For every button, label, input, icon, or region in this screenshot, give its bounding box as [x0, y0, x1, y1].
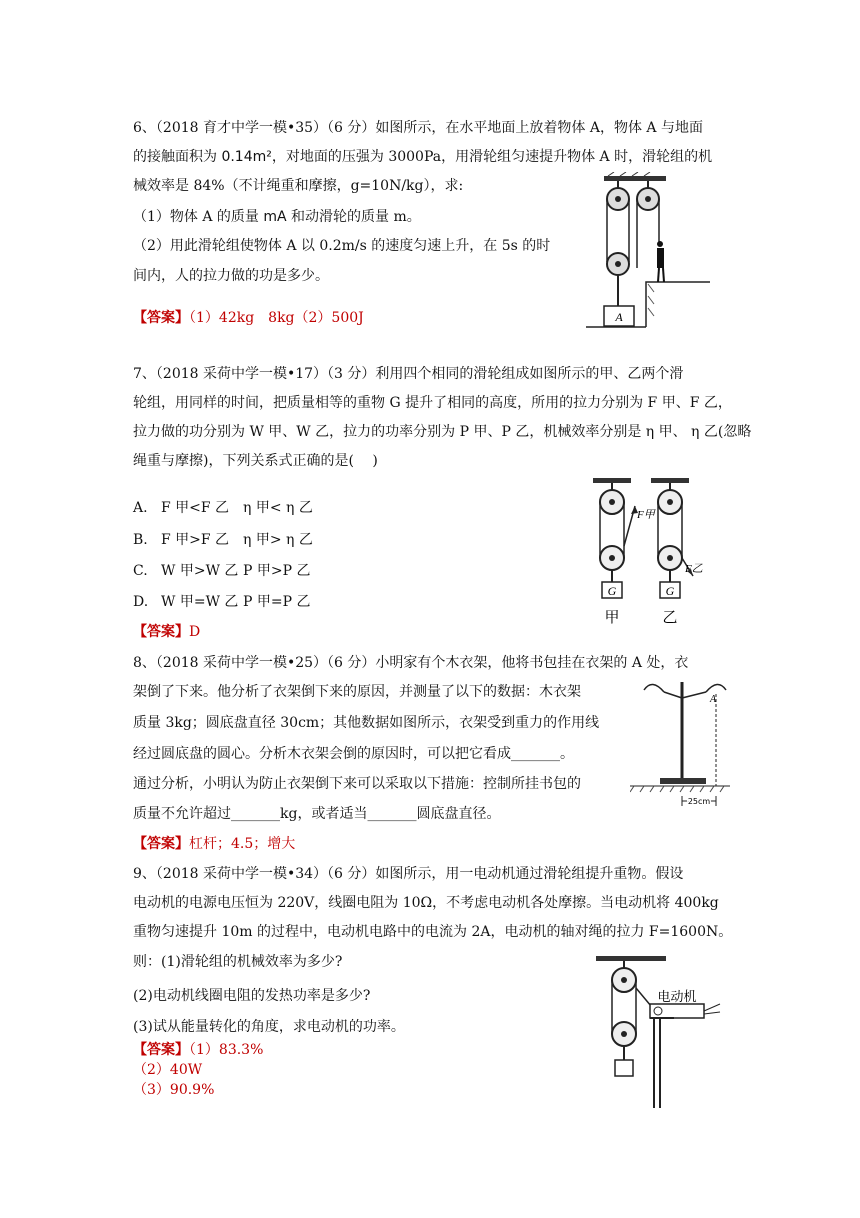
q6-line-2c: ，对地面的压强为 3000Pa，用滑轮组匀速提升物体 A 时，滑轮组的机: [271, 149, 713, 165]
q9-line-3: 重物匀速提升 10m 的过程中，电动机电路中的电流为 2A，电动机的轴对绳的拉力 F=1600N。: [133, 924, 733, 940]
q6-line-1: 6、（2018 育才中学一模•35）（6 分）如图所示，在水平地面上放着物体 A，物体 A 与地面: [133, 120, 703, 136]
q9-answer-tag-line: [133, 1040, 263, 1060]
option-letter: B.: [133, 532, 148, 548]
q7-answer: [133, 622, 200, 642]
option-part-1: F 甲>F 乙: [161, 532, 230, 548]
q8-answer-tag: 【答案】: [133, 836, 189, 852]
q7-option-a: [133, 498, 313, 518]
q7-line-3: 拉力做的功分别为 W 甲、W 乙，拉力的功率分别为 P 甲、P 乙，机械效率分别是 η 甲、 η 乙(忽略: [133, 424, 752, 440]
q6-answer-tag: 【答案】: [133, 310, 189, 326]
q7-line-1: 7、（2018 采荷中学一模•17）（3 分）利用四个相同的滑轮组成如图所示的甲、乙两个滑: [133, 366, 684, 382]
q8-fig-dimension: 25cm: [687, 797, 711, 806]
option-letter: A.: [133, 500, 148, 516]
option-part-2: P 甲>P 乙: [243, 563, 311, 579]
q8-line-6: 质量不允许超过_______kg，或者适当_______圆底盘直径。: [133, 806, 501, 822]
q6-line-6: 间内，人的拉力做的功是多少。: [133, 268, 329, 284]
q7-option-d: [133, 592, 310, 612]
q7-pulley-figure: [585, 476, 705, 628]
q9-answer-1: （1）83.3%: [189, 1042, 264, 1058]
q7-answer-tag: 【答案】: [133, 624, 189, 640]
q9-line-6: (3)试从能量转化的角度，求电动机的功率。: [133, 1019, 405, 1035]
q6-answer-text: （1）42kg 8kg（2）500J: [189, 310, 364, 326]
q6-answer: [133, 308, 364, 328]
q7-fig-force-1: F甲: [637, 509, 655, 521]
q9-line-2: 电动机的电源电压恒为 220V，线圈电阻为 10Ω，不考虑电动机各处摩擦。当电动机将 400kg: [133, 895, 719, 911]
q7-fig-label-1: 甲: [604, 608, 620, 626]
q8-answer-text: 杠杆；4.5；增大: [189, 836, 296, 852]
option-part-1: W 甲=W 乙: [161, 594, 239, 610]
option-part-1: F 甲<F 乙: [161, 500, 230, 516]
q6-line-2a: 的接触面积为: [133, 149, 222, 165]
q6-line-2: [133, 147, 712, 167]
q9-line-5: (2)电动机线圈电阻的发热功率是多少?: [133, 988, 371, 1004]
option-letter: D.: [133, 594, 149, 610]
q8-line-4: 经过圆底盘的圆心。分析木衣架会倒的原因时，可以把它看成_______。: [133, 746, 574, 762]
q7-option-b: [133, 530, 313, 550]
q6-mass-symbol: mA: [263, 209, 287, 225]
q9-motor-figure: [594, 954, 744, 1108]
q9-fig-motor-label: 电动机: [657, 990, 697, 1005]
q7-fig-weight-2: G: [665, 584, 675, 598]
q6-fig-label-A: A: [615, 310, 623, 324]
q6-line-5: （2）用此滑轮组使物体 A 以 0.2m/s 的速度匀速上升，在 5s 的时: [133, 238, 551, 254]
q6-area-value: 0.14m²: [221, 149, 272, 165]
q8-line-3: 质量 3kg；圆底盘直径 30cm；其他数据如图所示，衣架受到重力的作用线: [133, 715, 600, 731]
q8-answer: [133, 834, 295, 854]
q7-fig-label-2: 乙: [662, 608, 678, 626]
option-part-1: W 甲>W 乙: [161, 563, 239, 579]
q7-option-c: [133, 561, 310, 581]
q9-answer-tag: 【答案】: [133, 1042, 189, 1058]
q6-line-4c: 和动滑轮的质量 m。: [286, 209, 421, 225]
q7-answer-text: D: [189, 624, 201, 640]
q7-line-2: 轮组，用同样的时间，把质量相等的重物 G 提升了相同的高度，所用的拉力分别为 F 甲、F 乙，: [133, 395, 732, 411]
q8-coat-rack-figure: [630, 672, 730, 814]
q8-line-1: 8、（2018 采荷中学一模•25）（6 分）小明家有个木衣架，他将书包挂在衣架的 A 处，衣: [133, 655, 689, 671]
q8-line-5: 通过分析，小明认为防止衣架倒下来可以采取以下措施：控制所挂书包的: [133, 776, 581, 792]
option-letter: C.: [133, 563, 148, 579]
q9-answer-2: （2）40W: [133, 1062, 203, 1078]
q6-line-3: 械效率是 84%（不计绳重和摩擦，g=10N/kg），求:: [133, 178, 464, 194]
q7-line-4: 绳重与摩擦)，下列关系式正确的是( ): [133, 453, 378, 469]
option-part-2: P 甲=P 乙: [243, 594, 311, 610]
q6-pulley-figure: [586, 172, 716, 330]
q7-fig-weight-1: G: [607, 584, 617, 598]
q6-line-4a: （1）物体 A 的质量: [133, 209, 264, 225]
q9-line-4: 则：(1)滑轮组的机械效率为多少?: [133, 954, 343, 970]
q9-answer-3: （3）90.9%: [133, 1082, 215, 1098]
q7-fig-force-2: F乙: [685, 563, 703, 575]
q6-line-4: [133, 207, 421, 227]
q8-fig-label-A: A: [710, 694, 717, 705]
option-part-2: η 甲< η 乙: [243, 500, 313, 516]
q8-line-2: 架倒了下来。他分析了衣架倒下来的原因，并测量了以下的数据：木衣架: [133, 684, 581, 700]
q9-line-1: 9、（2018 采荷中学一模•34）（6 分）如图所示，用一电动机通过滑轮组提升重物。假设: [133, 866, 684, 882]
option-part-2: η 甲> η 乙: [243, 532, 313, 548]
